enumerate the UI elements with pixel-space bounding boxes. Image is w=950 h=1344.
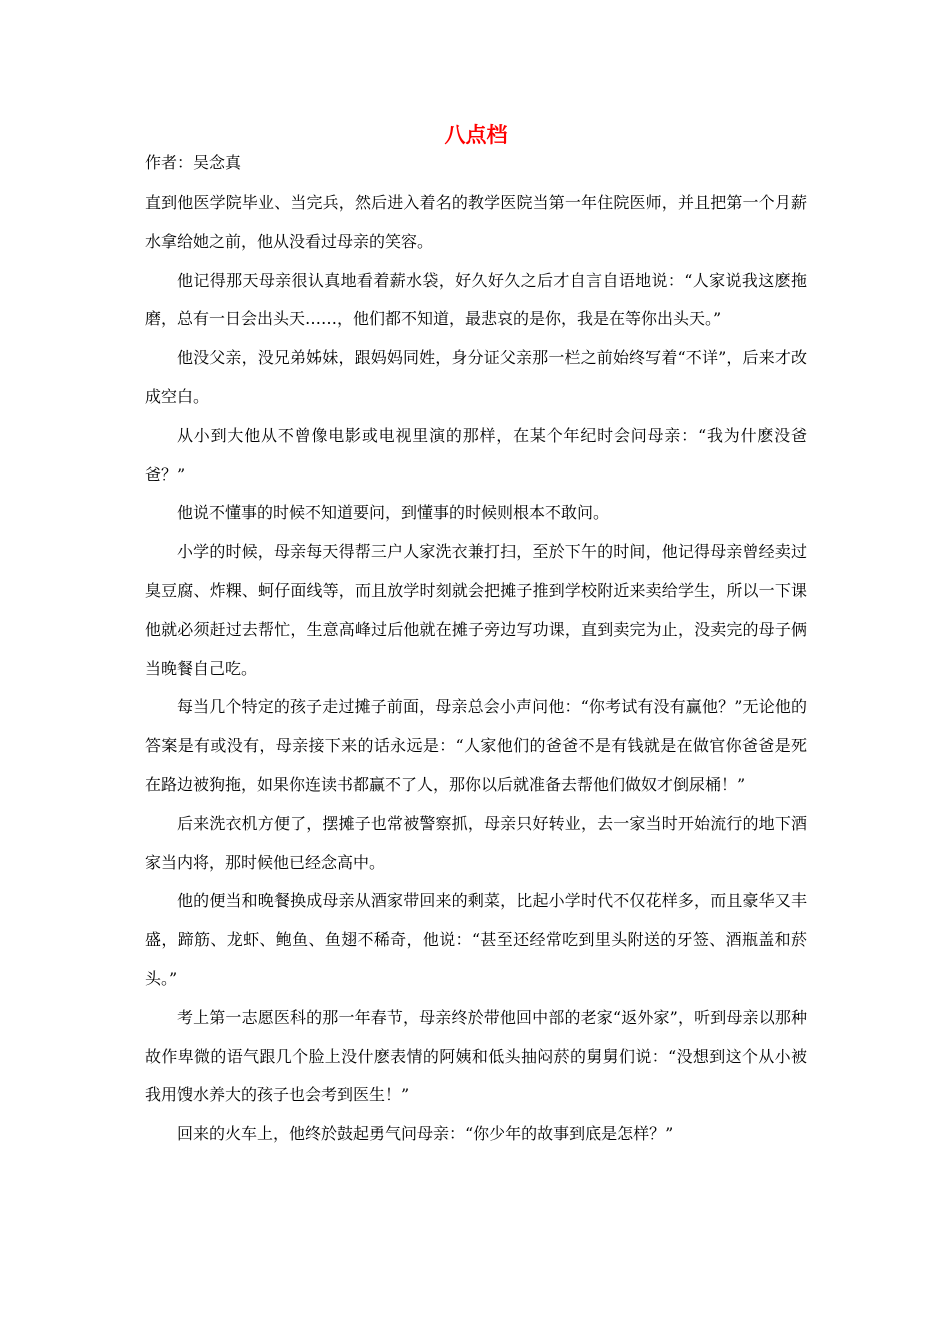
paragraph: 他记得那天母亲很认真地看着薪水袋，好久好久之后才自言自语地说：“人家说我这麽拖磨，总有一日会出头天……，他们都不知道，最悲哀的是你，我是在等你出头天。” — [145, 270, 807, 329]
paragraph: 后来洗衣机方便了，摆摊子也常被警察抓，母亲只好转业，去一家当时开始流行的地下酒家当内将，那时候他已经念高中。 — [145, 813, 807, 872]
paragraph: 考上第一志愿医科的那一年春节，母亲终於带他回中部的老家“返外家”，听到母亲以那种故作卑微的语气跟几个脸上没什麽表情的阿姨和低头抽闷菸的舅舅们说：“没想到这个从小被我用馊水养大的孩子也会考到医生！” — [145, 1007, 807, 1105]
paragraph: 他说不懂事的时候不知道要问，到懂事的时候则根本不敢问。 — [177, 503, 610, 523]
document-title: 八点档 — [444, 123, 508, 147]
author-line: 作者：吴念真 — [145, 153, 242, 172]
paragraph: 每当几个特定的孩子走过摊子前面，母亲总会小声问他：“你考试有没有赢他？”无论他的答案是有或没有，母亲接下来的话永远是：“人家他们的爸爸不是有钱就是在做官你爸爸是死在路边被狗拖，如果你连读书都赢不了人，那你以后就准备去帮他们做奴才倒尿桶！” — [145, 697, 807, 794]
article-body — [145, 184, 807, 1154]
paragraph: 直到他医学院毕业、当完兵，然后进入着名的教学医院当第一年住院医师，并且把第一个月薪水拿给她之前，他从没看过母亲的笑容。 — [145, 193, 807, 251]
paragraph: 回来的火车上，他终於鼓起勇气问母亲：“你少年的故事到底是怎样？” — [177, 1124, 674, 1144]
paragraph: 他没父亲，没兄弟姊妹，跟妈妈同姓，身分证父亲那一栏之前始终写着“不详”，后来才改成空白。 — [145, 348, 807, 406]
paragraph: 小学的时候，母亲每天得帮三户人家洗衣兼打扫，至於下午的时间，他记得母亲曾经卖过臭豆腐、炸粿、蚵仔面线等，而且放学时刻就会把摊子推到学校附近来卖给学生，所以一下课他就必须赶过去帮忙，生意高峰过后他就在摊子旁边写功课，直到卖完为止，没卖完的母子俩当晚餐自己吃。 — [145, 542, 807, 678]
paragraph: 从小到大他从不曾像电影或电视里演的那样，在某个年纪时会问母亲：“我为什麽没爸爸？” — [145, 425, 807, 484]
paragraph: 他的便当和晚餐换成母亲从酒家带回来的剩菜，比起小学时代不仅花样多，而且豪华又丰盛，蹄筋、龙虾、鲍鱼、鱼翅不稀奇，他说：“甚至还经常吃到里头附送的牙签、酒瓶盖和菸头。” — [145, 891, 807, 988]
